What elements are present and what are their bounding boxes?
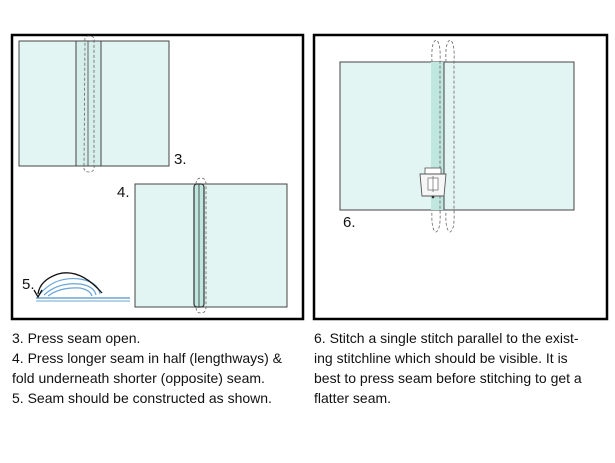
- step5-label: 5.: [22, 276, 35, 293]
- caption-line: flatter seam.: [314, 390, 392, 406]
- right-caption: [314, 328, 610, 408]
- step5-illustration: [22, 273, 130, 301]
- left-caption: [12, 328, 312, 408]
- caption-line: ing stitchline which should be visible. It is: [314, 350, 568, 366]
- caption-line: fold underneath shorter (opposite) seam.: [12, 370, 265, 386]
- caption-line: 4. Press longer seam in half (lengthways) &: [12, 350, 283, 366]
- step3-label: 3.: [174, 151, 187, 168]
- caption-line: 5. Seam should be constructed as shown.: [12, 390, 272, 406]
- step4-illustration: [117, 178, 287, 313]
- step6-illustration: [340, 40, 574, 232]
- step4-label: 4.: [117, 184, 130, 201]
- caption-line: 3. Press seam open.: [12, 330, 141, 346]
- step6-label: 6.: [343, 214, 356, 231]
- step6-fabric: [340, 62, 574, 210]
- step3-seam-allowance: [76, 41, 101, 166]
- step3-illustration: [19, 36, 187, 172]
- step4-fabric: [135, 184, 287, 307]
- caption-line: best to press seam before stitching to get a: [314, 370, 582, 386]
- caption-line: 6. Stitch a single stitch parallel to the exist-: [314, 330, 579, 346]
